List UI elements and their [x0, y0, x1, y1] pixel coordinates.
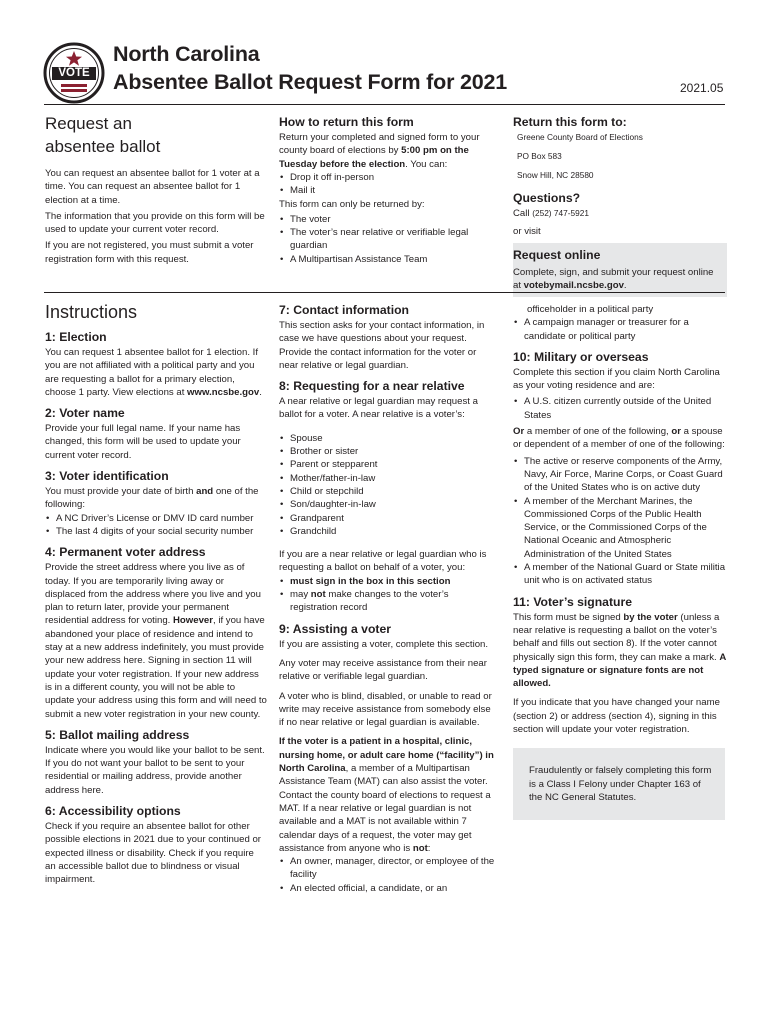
- instructions-heading: Instructions: [45, 302, 138, 322]
- list-item: • Spouse: [279, 432, 497, 445]
- section-2-text: Provide your full legal name. If your name has changed, this form will be used to update your current voter record.: [45, 423, 241, 461]
- ncsbe-link[interactable]: www.ncsbe.gov: [187, 386, 260, 398]
- return-to-heading: Return this form to:: [513, 115, 627, 129]
- section-7-heading: 7: Contact information: [279, 303, 409, 317]
- section-10-list-2: [513, 455, 728, 588]
- list-item: • Son/daughter-in-law: [279, 498, 497, 511]
- form-version: 2021.05: [680, 81, 724, 95]
- return-methods-list: [279, 171, 499, 198]
- intro-heading: [45, 112, 267, 158]
- list-item: • A campaign manager or treasurer for a candidate or political party: [513, 316, 728, 343]
- continued-list: [513, 316, 728, 343]
- list-item: • A NC Driver’s License or DMV ID card number: [45, 512, 267, 525]
- section-8-text-2: If you are a near relative or legal guardian who is requesting a ballot on behalf of a voter, you:: [279, 549, 487, 574]
- list-item: • Child or stepchild: [279, 485, 497, 498]
- list-item: • may not make changes to the voter’s registration record: [279, 588, 497, 615]
- section-1-text: You can request 1 absentee ballot for 1 election. If you are not affiliated with a political party and you are requesting a ballot for a primary election, choose 1 party. View elections at www.ncsbe.gov.: [45, 347, 262, 398]
- logo-text: VOTE: [58, 67, 90, 79]
- near-relative-list: [279, 432, 497, 538]
- fraud-warning-box: [513, 748, 725, 820]
- section-5-heading: 5: Ballot mailing address: [45, 727, 190, 742]
- returned-by-list: [279, 213, 499, 266]
- section-11-text-2: If you indicate that you have changed your name (section 2) or address (section 4), signing in this section will update your voter registration.: [513, 697, 720, 736]
- list-item: • Brother or sister: [279, 445, 497, 458]
- list-item: • An elected official, a candidate, or an: [279, 882, 497, 895]
- vote-logo: [43, 42, 105, 104]
- request-online-text: Complete, sign, and submit your request online at votebymail.ncsbe.gov.: [513, 266, 714, 291]
- or-visit: or visit: [513, 226, 541, 238]
- section-8-text: A near relative or legal guardian may request a ballot for a voter. A near relative is a voter’s:: [279, 396, 478, 421]
- list-item: • A U.S. citizen currently outside of the United States: [513, 395, 728, 422]
- section-divider: [44, 292, 725, 293]
- section-9-text-3: A voter who is blind, disabled, or unable to read or write may receive assistance from somebody else if no near relative or legal guardian is available.: [279, 690, 492, 729]
- county-phone: (252) 747-5921: [532, 208, 589, 218]
- section-4-text: Provide the street address where you live as of today. If you are temporarily living away or displaced from the address where you live and you plan to return later, provide your permanent residential address for voting. However, if you have abandoned your place of residence and intend to stay at a new address indefinitely, you must provide your new address here. Signing in section 11 will update your voter registration. If your new address is in a different county, you will not be able to update your address using this form and will need to submit a new voter registration in your new county.: [45, 562, 267, 720]
- intro-heading-line-1: Request an: [45, 114, 132, 133]
- section-11-text: This form must be signed by the voter (unless a near relative is requesting a ballot on the voter’s behalf and fills out section 8). If the voter cannot physically sign this form, they can make a mark. A typed signature or signature fonts are not allowed.: [513, 611, 726, 690]
- section-9-text-2: Any voter may receive assistance from their near relative or verifiable legal guardian.: [279, 657, 487, 683]
- list-item: • Grandparent: [279, 512, 497, 525]
- section-9-list: [279, 855, 497, 895]
- section-6-text: Check if you require an absentee ballot for other possible elections in 2021 due to your continued or expected illness or disability. Check if you require an accessible ballot due to blindness or visual impairment.: [45, 821, 262, 886]
- list-item: • The active or reserve components of the Army, Navy, Air Force, Marine Corps, or Coast Guard of the United States who is on active duty: [513, 455, 728, 495]
- intro-paragraph-2: The information that you provide on this form will be used to update your current voter record.: [45, 210, 265, 236]
- list-item: • The voter’s near relative or verifiable legal guardian: [279, 226, 499, 253]
- instructions-col-3: [513, 303, 728, 820]
- how-to-return-text: Return your completed and signed form to your county board of elections by 5:00 pm on the Tuesday before the election. You can:: [279, 132, 480, 170]
- questions-heading: Questions?: [513, 191, 581, 205]
- instructions-col-1: [45, 301, 267, 887]
- section-8-heading: 8: Requesting for a near relative: [279, 379, 465, 394]
- section-1-heading: 1: Election: [45, 330, 107, 344]
- intro-paragraph-1: You can request an absentee ballot for 1 voter at a time. You can request an absentee ballot for 1 election at a time.: [45, 168, 260, 206]
- only-returned-by: This form can only be returned by:: [279, 199, 425, 211]
- list-item: • A member of the Merchant Marines, the Commissioned Corps of the Public Health Service, or the Commissioned Corps of the National Oceanic and Atmospheric Administration of the United States: [513, 495, 728, 561]
- county-board-po-box: PO Box 583: [517, 151, 562, 161]
- list-item: • A member of the National Guard or State militia unit who is on activated status: [513, 561, 728, 588]
- section-10-or: Or a member of one of the following, or a spouse or dependent of a member of one of the following:: [513, 426, 725, 451]
- section-6-heading: 6: Accessibility options: [45, 804, 181, 819]
- section-7-text: This section asks for your contact information, in case we have questions about your request. Provide the contact information for the voter or near relative or legal guardian.: [279, 320, 485, 371]
- section-9-text-1: If you are assisting a voter, complete this section.: [279, 638, 489, 650]
- how-to-return-heading: How to return this form: [279, 115, 414, 129]
- call-line: Call (252) 747-5921: [513, 208, 589, 219]
- section-9-heading: 9: Assisting a voter: [279, 621, 391, 636]
- list-item: • Parent or stepparent: [279, 458, 497, 471]
- list-item: • Grandchild: [279, 525, 497, 538]
- form-title: [113, 40, 633, 96]
- section-10-heading: 10: Military or overseas: [513, 349, 649, 364]
- request-online-box: [513, 243, 727, 298]
- title-line-2: Absentee Ballot Request Form for 2021: [113, 70, 508, 94]
- intro-paragraph-3: If you are not registered, you must submit a voter registration form with this request.: [45, 240, 254, 265]
- section-5-text: Indicate where you would like your ballot to be sent. If you do not want your ballot to be sent to your residential or mailing address, provide another address here.: [45, 744, 265, 796]
- county-board-city: Snow Hill, NC 28580: [517, 170, 594, 180]
- list-item: • Mail it: [279, 184, 499, 197]
- section-4-heading: 4: Permanent voter address: [45, 545, 206, 560]
- section-10-list-1: [513, 395, 728, 422]
- intro-heading-line-2: absentee ballot: [45, 137, 161, 156]
- request-online-heading: Request online: [513, 247, 601, 262]
- title-line-1: North Carolina: [113, 42, 260, 66]
- online-url-link[interactable]: votebymail.ncsbe.gov: [523, 279, 624, 291]
- continued-line: officeholder in a political party: [527, 304, 654, 315]
- section-10-text: Complete this section if you claim North Carolina as your voting residence and are:: [513, 366, 720, 392]
- instructions-col-2: [279, 302, 497, 895]
- section-2-heading: 2: Voter name: [45, 406, 125, 421]
- intro-section: [45, 112, 267, 266]
- section-3-text: You must provide your date of birth and one of the following:: [45, 486, 259, 511]
- list-item: • Mother/father-in-law: [279, 472, 497, 485]
- list-item: • A Multipartisan Assistance Team: [279, 253, 499, 266]
- fraud-warning-text: Fraudulently or falsely completing this form is a Class I Felony under Chapter 163 of the NC General Statutes.: [529, 765, 712, 803]
- list-item: • Drop it off in-person: [279, 171, 499, 184]
- list-item: • must sign in the box in this section: [279, 575, 497, 588]
- section-9-text-4: If the voter is a patient in a hospital, clinic, nursing home, or adult care home (“facility”) in North Carolina, a member of a Multipartisan Assistance Team (MAT) can also assist the voter. Contact the county board of elections to request a MAT. If a near relative or legal guardian is not available and a MAT is not available within 7 calendar days of a request, the voter may get assistance from anyone who is not:: [279, 736, 494, 854]
- how-to-return-section: [279, 114, 499, 266]
- section-3-heading: 3: Voter identification: [45, 469, 169, 484]
- section-8-requirements: [279, 575, 497, 615]
- section-11-heading: 11: Voter’s signature: [513, 594, 632, 609]
- list-item: • The last 4 digits of your social security number: [45, 525, 267, 538]
- county-board-name: Greene County Board of Elections: [517, 132, 643, 142]
- return-to-section: [513, 114, 728, 297]
- section-3-list: [45, 512, 267, 539]
- header-rule: [44, 104, 725, 105]
- list-item: • An owner, manager, director, or employee of the facility: [279, 855, 497, 882]
- list-item: • The voter: [279, 213, 499, 226]
